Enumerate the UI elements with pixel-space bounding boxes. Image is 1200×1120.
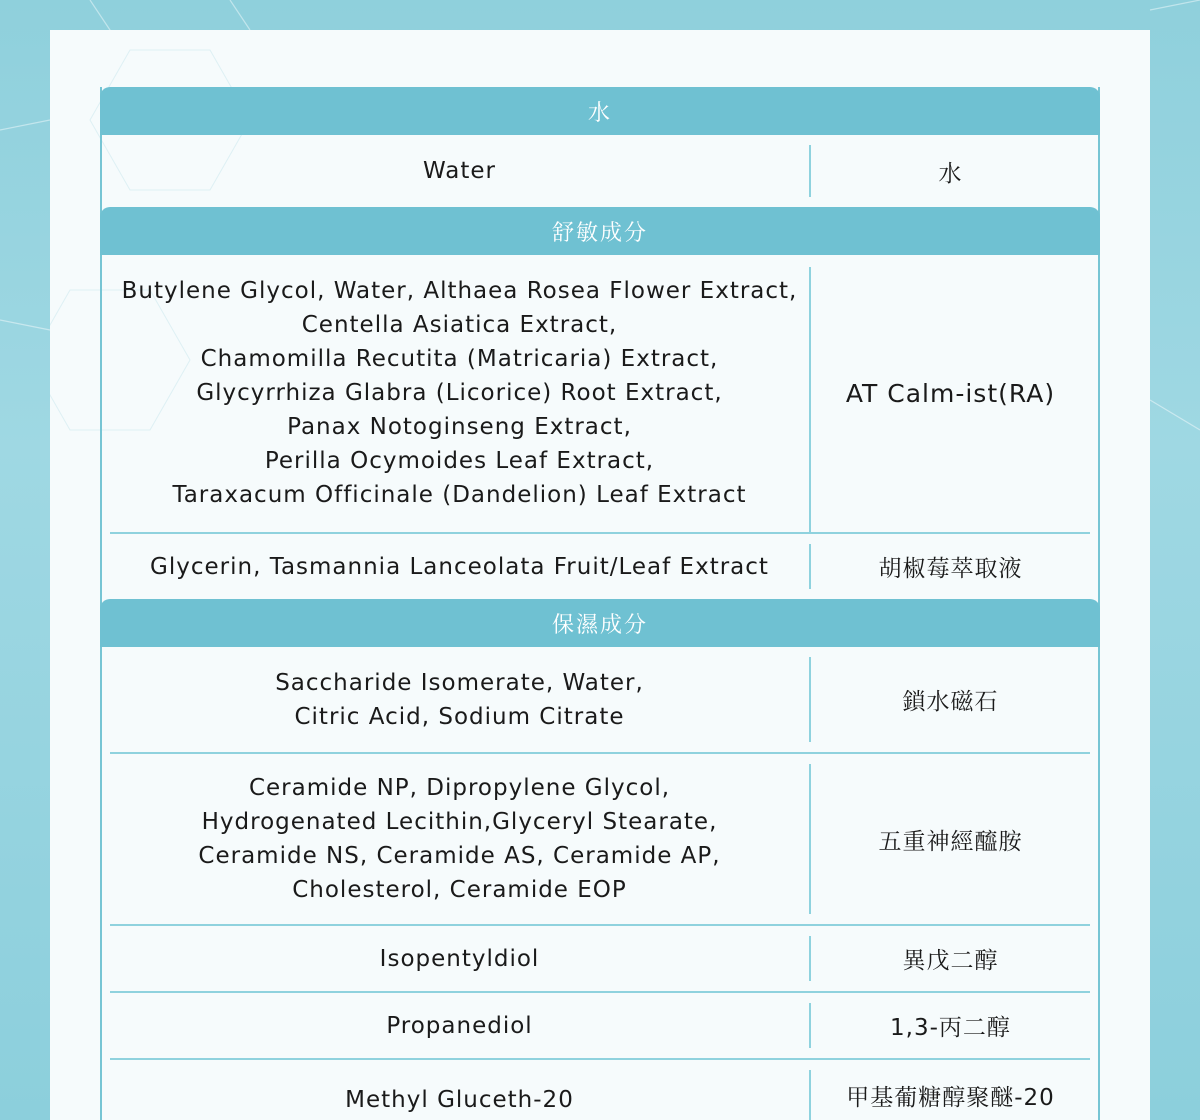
ingredient-chinese-name: 胡椒莓萃取液 bbox=[878, 556, 1023, 582]
ingredient-inci-name: Water bbox=[110, 145, 811, 197]
ingredient-chinese-name: 水 bbox=[938, 160, 963, 187]
ingredient-inci-name: Glycerin, Tasmannia Lanceolata Fruit/Leaf Extract bbox=[110, 544, 811, 589]
table-row bbox=[110, 991, 1090, 1058]
table-row bbox=[110, 752, 1090, 924]
ingredients-panel bbox=[50, 30, 1150, 1120]
ingredients-table bbox=[100, 87, 1100, 1120]
ingredient-inci-name: Saccharide Isomerate, Water, Citric Acid, Sodium Citrate bbox=[110, 657, 811, 742]
ingredient-chinese-name: AT Calm-ist(RA) bbox=[845, 379, 1056, 408]
table-row bbox=[110, 135, 1090, 207]
ingredient-inci-name: Propanediol bbox=[110, 1003, 811, 1048]
ingredient-chinese-name: 鎖水磁石 bbox=[902, 689, 999, 715]
section-header-soothing: 舒敏成分 bbox=[100, 207, 1100, 255]
ingredient-inci-name: Butylene Glycol, Water, Althaea Rosea Flower Extract, Centella Asiatica Extract, Chamomilla Recutita (Matricaria) Extract, Glycyrrhiza Glabra (Licorice) Root Extract, Panax Notoginseng Extract, Perilla Ocymoides Leaf Extract, Taraxacum Officinale (Dandelion) Leaf Extract bbox=[110, 267, 811, 532]
section-header-moisturizing: 保濕成分 bbox=[100, 599, 1100, 647]
ingredient-chinese-name: 1,3-丙二醇 bbox=[890, 1015, 1011, 1041]
section-header-water: 水 bbox=[100, 87, 1100, 135]
table-row bbox=[110, 532, 1090, 599]
table-row bbox=[110, 255, 1090, 532]
ingredient-chinese-name: 異戊二醇 bbox=[902, 948, 999, 974]
ingredient-chinese-name: 五重神經醯胺 bbox=[878, 828, 1023, 855]
table-row bbox=[110, 1058, 1090, 1120]
table-row bbox=[110, 647, 1090, 752]
ingredient-inci-name: Methyl Gluceth-20 bbox=[110, 1070, 811, 1120]
table-row bbox=[110, 924, 1090, 991]
ingredient-inci-name: Isopentyldiol bbox=[110, 936, 811, 981]
ingredient-chinese-name: 甲基葡糖醇聚醚-20 bbox=[846, 1084, 1055, 1111]
ingredient-inci-name: Ceramide NP, Dipropylene Glycol, Hydrogenated Lecithin,Glyceryl Stearate, Ceramide NS, Ceramide AS, Ceramide AP, Cholesterol, Ceramide EOP bbox=[110, 764, 811, 914]
